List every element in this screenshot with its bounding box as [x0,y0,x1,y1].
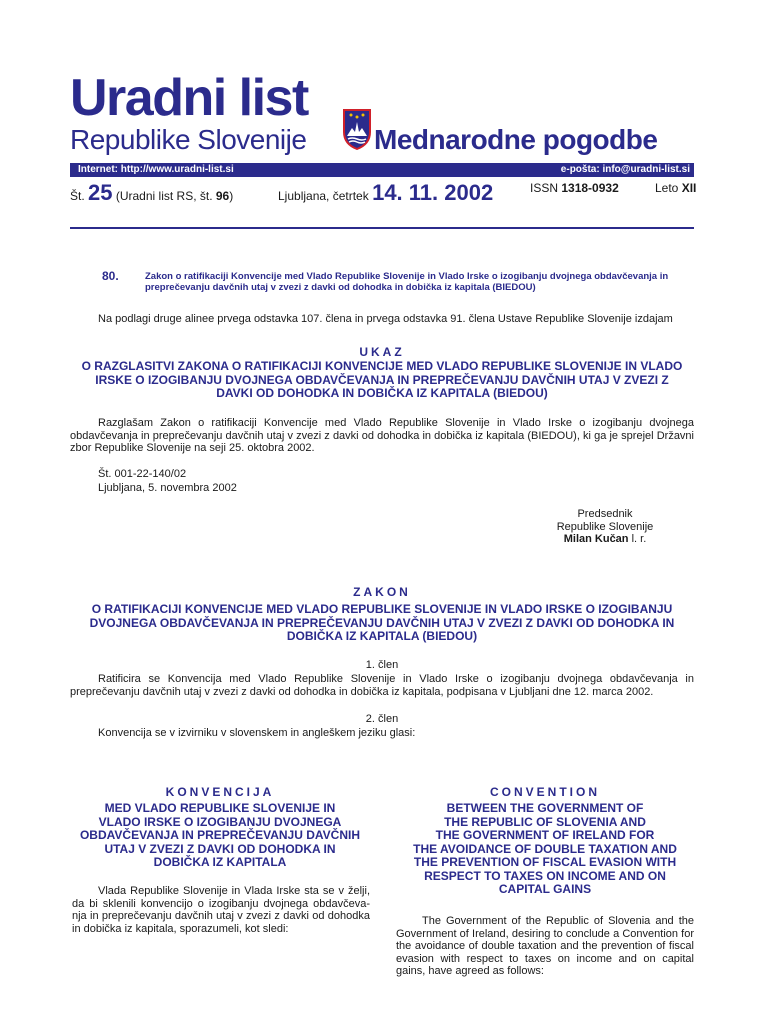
issue-year [655,182,696,194]
zakon-article2-text: Konvencija se v izvirniku v slovenskem in angleškem jeziku glasi: [98,727,416,739]
act-number: 80. [102,269,119,283]
zakon-title-line: O RATIFIKACIJI KONVENCIJE MED VLADO REPUBLIKE SLOVENIJE IN VLADO IRSKE O IZOGIBANJU [91,602,673,616]
convention-title-line: THE REPUBLIC OF SLOVENIA AND [444,814,646,829]
act-basis: Na podlagi druge alinee prvega odstavka 107. člena in prvega odstavka 91. člena Ustave Republike Slovenije izdajam [98,313,673,325]
signer-suffix: l. r. [628,533,647,546]
zakon-article1-text: Ratificira se Konvencija med Vlado Republike Slovenije in Vlado Irske o izogibanju dvojnega obdavčevanja in preprečevanju davčnih utaj v zvezi z davki od dohodka in dobička iz kapitala, podpisana v Ljubljani dne 12. marca 2002. [70,673,694,698]
issn-label: ISSN [530,181,559,195]
convention-title-line: CAPITAL GAINS [498,882,592,896]
issue-ref-suffix: ) [229,189,234,203]
signer-name: Milan Kučan [563,533,629,546]
slovenia-coat-of-arms-icon [342,108,372,150]
konvencija-title-line: MED VLADO REPUBLIKE SLOVENIJE IN [104,801,336,815]
convention-title [395,802,695,897]
konvencija-title [70,802,370,870]
zakon-title-line: DOBIČKA IZ KAPITALA (BIEDOU) [286,629,478,643]
issue-ref-prefix: (Uradni list RS, št. [115,189,213,203]
act-title-line: preprečevanju davčnih utaj v zvezi z davki od dohodka in dobička iz kapitala (BIEDOU) [145,282,536,293]
act-title-line: Zakon o ratifikaciji Konvencije med Vlado Republike Slovenije in Vlado Irske o izogibanju dvojnega obdavčevanja in [145,271,669,282]
zakon-title [70,603,694,644]
ukaz-title [70,360,694,401]
masthead-subtitle: Republike Slovenije [70,124,307,155]
issue-date: 14. 11. 2002 [372,180,494,205]
convention-heading: CONVENTION [489,785,600,799]
konvencija-heading: KONVENCIJA [165,785,275,799]
ukaz-title-line: DAVKI OD DOHODKA IN DOBIČKA IZ KAPITALA (BIEDOU) [216,386,548,400]
act-title [145,271,705,293]
convention-title-line: THE GOVERNMENT OF IRELAND FOR [435,828,655,842]
convention-title-line: BETWEEN THE GOVERNMENT OF [446,801,644,815]
konvencija-title-line: DOBIČKA IZ KAPITALA [153,855,287,869]
konvencija-title-line: UTAJ V ZVEZI Z DAVKI OD DOHODKA IN [104,841,336,856]
ukaz-text: Razglašam Zakon o ratifikaciji Konvencije med Vlado Republike Slovenije in Vlado Irske o izogibanju dvojnega obdavčevanja in preprečevanju davčnih utaj v zvezi z davki od dohodka in dobička iz kapitala (BIEDOU), ki ga je sprejel Državni zbor Republike Slovenije na seji 25. oktobra 2002. [70,417,694,455]
zakon-heading: ZAKON [353,585,411,599]
convention-title-line: RESPECT TO TAXES ON INCOME AND ON [424,868,666,883]
issue-number-line [70,182,233,204]
masthead-bar [70,163,694,177]
convention-title-line: THE PREVENTION OF FISCAL EVASION WITH [413,855,677,869]
konvencija-title-line: OBDAVČEVANJA IN PREPREČEVANJU DAVČNIH [79,828,361,842]
signer-role: Predsednik [577,508,633,520]
convention-title-line: THE AVOIDANCE OF DOUBLE TAXATION AND [413,841,677,856]
ukaz-title-line: O RAZGLASITVI ZAKONA O RATIFIKACIJI KONVENCIJE MED VLADO REPUBLIKE SLOVENIJE IN VLADO [81,359,683,373]
email-link[interactable]: e-pošta: info@uradni-list.si [560,164,690,175]
issue-place-day: Ljubljana, četrtek [278,189,369,203]
issue-st-label: Št. [70,189,85,203]
masthead-title: Uradni list [70,69,308,127]
convention-text: The Government of the Republic of Slovenia and the Government of Ireland, desiring to conclude a Convention for the avoidance of double taxation and the prevention of fiscal evasion with respect to taxes on income and on capital gains, have agreed as follows: [396,915,694,978]
issue-date-line [278,182,493,204]
signer-line [540,533,670,546]
zakon-article1-label: 1. člen [365,659,399,671]
masthead-section: Mednarodne pogodbe [374,124,658,155]
issue-issn [530,182,619,194]
zakon-title-line: DVOJNEGA OBDAVČEVANJA IN PREPREČEVANJU DAVČNIH UTAJ V ZVEZI Z DAVKI OD DOHODKA IN [89,615,675,630]
konvencija-title-line: VLADO IRSKE O IZOGIBANJU DVOJNEGA [98,814,342,829]
zakon-article2-label: 2. člen [365,713,399,725]
issue-number: 25 [88,180,113,205]
internet-link[interactable]: Internet: http://www.uradni-list.si [78,164,234,175]
ukaz-ref-no: Št. 001-22-140/02 [98,468,187,480]
ukaz-signature [540,508,670,546]
ukaz-heading: UKAZ [359,345,405,359]
year-label: Leto [655,181,679,195]
signer-role: Republike Slovenije [556,520,654,533]
year-value: XII [681,181,697,195]
issue-ref-number: 96 [215,189,230,203]
masthead-rule [70,227,694,229]
konvencija-text: Vlada Republike Slovenije in Vlada Irske sta se v želji, da bi sklenili konvencijo o izogibanju dvojnega obdavčeva-nja in preprečevanju davčnih utaj v zvezi z davki od dohodka in dobička iz kapitala, sporazumeli, kot sledi: [72,885,370,935]
issn-value: 1318-0932 [561,181,619,195]
ukaz-title-line: IRSKE O IZOGIBANJU DVOJNEGA OBDAVČEVANJA IN PREPREČEVANJU DAVČNIH UTAJ V ZVEZI Z [95,372,669,387]
ukaz-place-date: Ljubljana, 5. novembra 2002 [98,482,237,494]
